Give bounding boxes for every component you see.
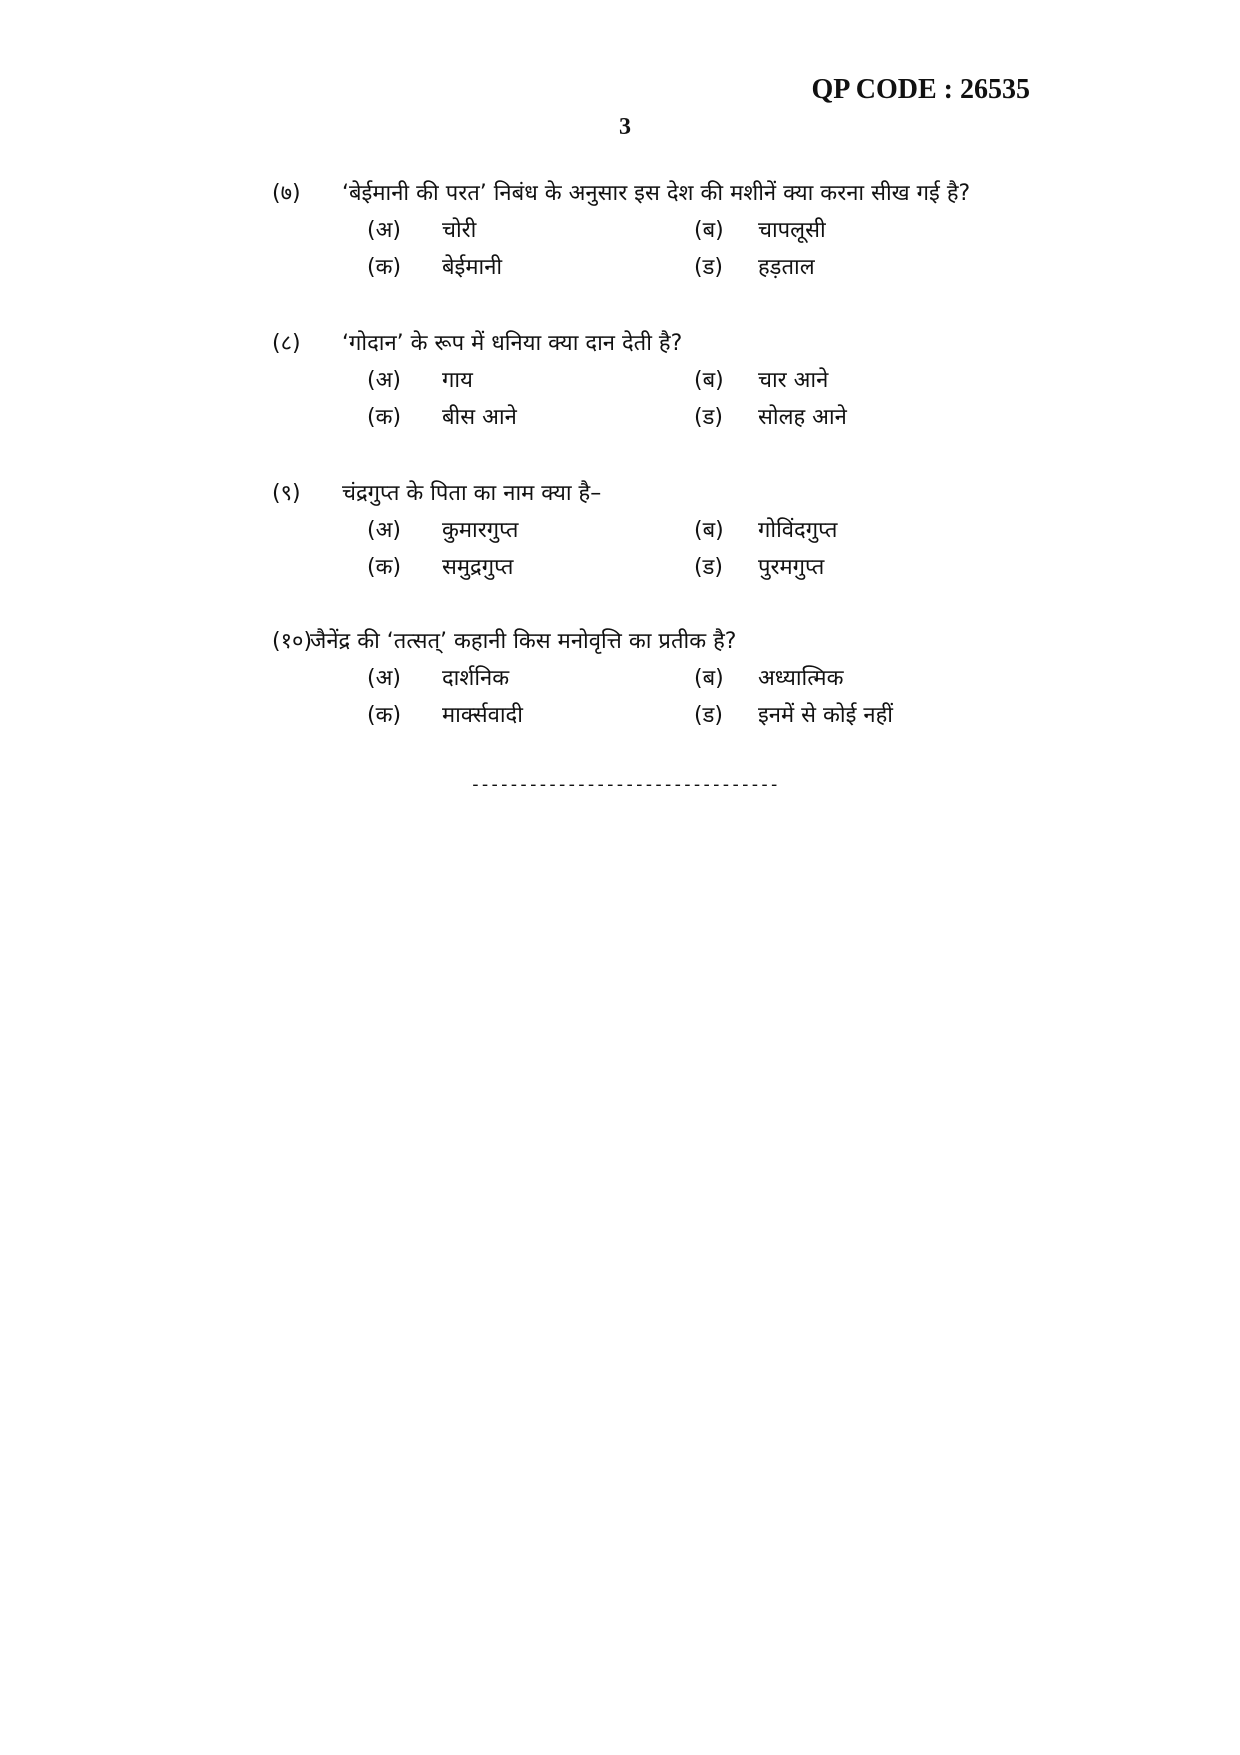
question-7	[272, 176, 1102, 286]
page-number: 3	[619, 114, 631, 140]
options-row-2	[272, 399, 1102, 436]
option-text-k: मार्क्सवादी	[442, 703, 523, 728]
option-text-k: समुद्रगुप्त	[442, 555, 514, 580]
option-mark-a: (अ)	[367, 218, 401, 243]
option-text-d: हड़ताल	[758, 255, 815, 280]
option-mark-d: (ड)	[694, 555, 723, 580]
option-mark-k: (क)	[367, 255, 402, 280]
option-mark-b: (ब)	[694, 368, 724, 393]
end-of-paper-rule: --------------------------------	[470, 774, 779, 795]
option-mark-a: (अ)	[367, 368, 401, 393]
option-mark-k: (क)	[367, 555, 402, 580]
question-number: (७)	[272, 181, 301, 206]
option-mark-d: (ड)	[694, 703, 723, 728]
option-text-b: चापलूसी	[758, 218, 826, 243]
question-number: (८)	[272, 331, 301, 356]
question-10	[272, 624, 1102, 734]
question-text: ‘गोदान’ के रूप में धनिया क्या दान देती है?	[342, 331, 683, 356]
option-mark-d: (ड)	[694, 405, 723, 430]
question-text: चंद्रगुप्त के पिता का नाम क्या है–	[342, 481, 602, 506]
option-text-a: चोरी	[442, 218, 477, 243]
option-mark-a: (अ)	[367, 666, 401, 691]
options-row-1	[272, 660, 1102, 697]
option-mark-b: (ब)	[694, 518, 724, 543]
question-text: ‘बेईमानी की परत’ निबंध के अनुसार इस देश की मशीनें क्या करना सीख गई है?	[342, 181, 971, 206]
option-text-a: कुमारगुप्त	[442, 518, 519, 543]
options-row-1	[272, 512, 1102, 549]
option-text-k: बेईमानी	[442, 255, 503, 280]
question-9	[272, 476, 1102, 586]
option-text-b: अध्यात्मिक	[758, 666, 844, 691]
option-text-b: चार आने	[758, 368, 829, 393]
options-row-1	[272, 362, 1102, 399]
option-mark-k: (क)	[367, 405, 402, 430]
option-text-d: इनमें से कोई नहीं	[758, 703, 894, 728]
options-row-2	[272, 697, 1102, 734]
options-row-1	[272, 212, 1102, 249]
option-mark-k: (क)	[367, 703, 402, 728]
qp-code: QP CODE : 26535	[811, 74, 1030, 105]
option-text-a: गाय	[442, 368, 473, 393]
option-text-d: पुरमगुप्त	[758, 555, 825, 580]
options-row-2	[272, 549, 1102, 586]
option-text-k: बीस आने	[442, 405, 517, 430]
option-mark-d: (ड)	[694, 255, 723, 280]
option-text-d: सोलह आने	[758, 405, 847, 430]
question-number: (१०)	[272, 629, 313, 654]
question-text: जैनेंद्र की ‘तत्सत्’ कहानी किस मनोवृत्ति का प्रतीक है?	[310, 629, 737, 654]
options-row-2	[272, 249, 1102, 286]
option-mark-b: (ब)	[694, 218, 724, 243]
option-mark-b: (ब)	[694, 666, 724, 691]
question-number: (९)	[272, 481, 301, 506]
option-mark-a: (अ)	[367, 518, 401, 543]
option-text-a: दार्शनिक	[442, 666, 510, 691]
question-8	[272, 326, 1102, 436]
option-text-b: गोविंदगुप्त	[758, 518, 838, 543]
